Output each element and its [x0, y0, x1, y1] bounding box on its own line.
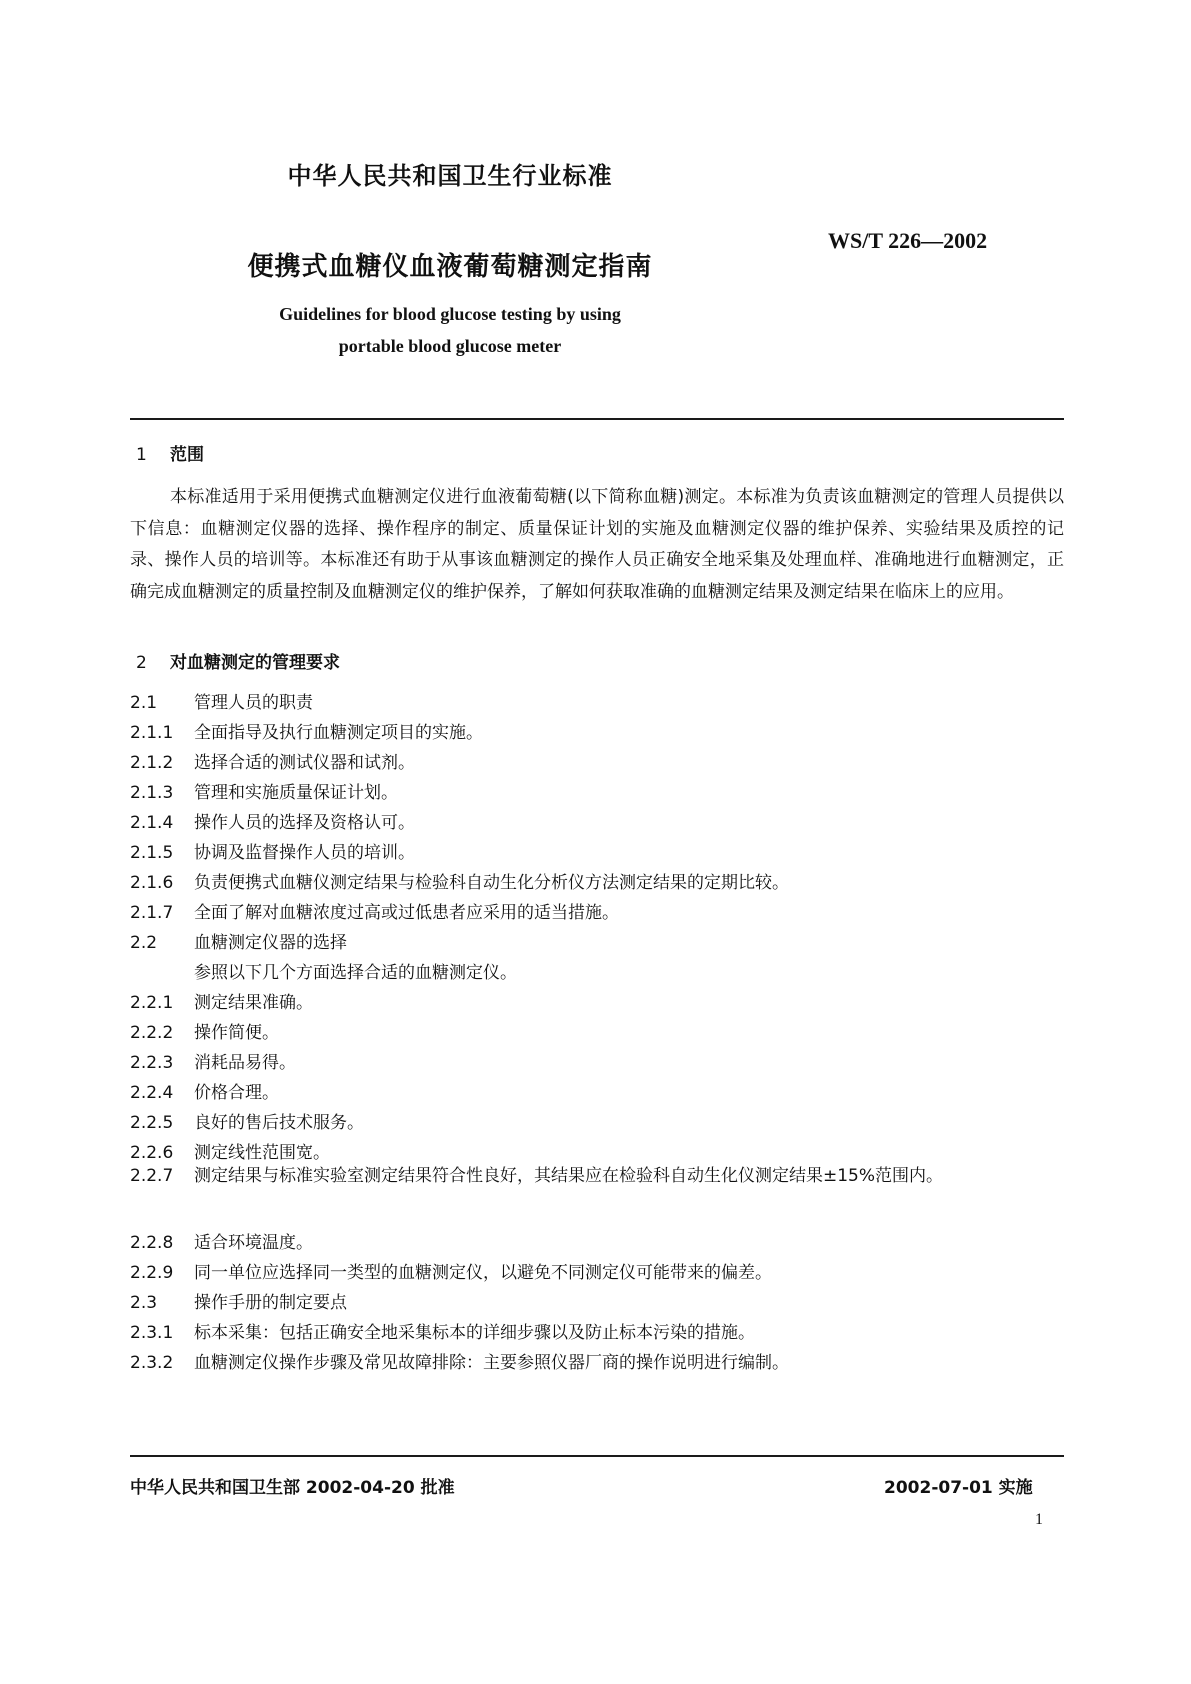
item-text: 标本采集：包括正确安全地采集标本的详细步骤以及防止标本污染的措施。: [194, 1323, 755, 1343]
section-number: 2: [136, 653, 147, 673]
item-number: 2.2.1: [130, 993, 174, 1013]
list-item: [130, 1228, 1064, 1253]
list-item: [130, 688, 1064, 713]
effective-date: 2002-07-01 实施: [884, 1478, 1033, 1498]
item-number: 2.2.7: [130, 1166, 174, 1186]
item-number: 2.1.7: [130, 903, 174, 923]
list-item: [130, 1108, 1064, 1133]
list-item: [130, 928, 1064, 953]
item-number: 2.3: [130, 1293, 158, 1313]
item-number: 2.2: [130, 933, 158, 953]
list-item: [130, 1348, 1064, 1373]
list-item: [130, 838, 1064, 863]
item-text: 操作简便。: [194, 1023, 279, 1043]
list-item: [130, 778, 1064, 803]
item-number: 2.2.6: [130, 1143, 174, 1163]
item-number: 2.1.5: [130, 843, 174, 863]
item-text: 管理和实施质量保证计划。: [194, 783, 398, 803]
list-item: [130, 868, 1064, 893]
section-title: 范围: [170, 445, 204, 465]
item-text: 测定结果与标准实验室测定结果符合性良好，其结果应在检验科自动生化仪测定结果±15%范围内。: [194, 1166, 944, 1186]
list-item: [130, 808, 1064, 833]
item-number: 2.1.1: [130, 723, 174, 743]
item-text: 良好的售后技术服务。: [194, 1113, 364, 1133]
item-text: 负责便携式血糖仪测定结果与检验科自动生化分析仪方法测定结果的定期比较。: [194, 873, 789, 893]
page-number: 1: [1035, 1511, 1043, 1528]
document-title: 便携式血糖仪血液葡萄糖测定指南: [247, 252, 653, 282]
list-item: [130, 1078, 1064, 1103]
list-item: [130, 1288, 1064, 1313]
item-number: 2.2.9: [130, 1263, 174, 1283]
item-number: 2.1.2: [130, 753, 174, 773]
item-text: 测定线性范围宽。: [194, 1143, 330, 1163]
section-number: 1: [136, 445, 147, 465]
item-text: 操作手册的制定要点: [194, 1293, 347, 1313]
item-number: 2.1.6: [130, 873, 174, 893]
item-number: 2.3.2: [130, 1353, 174, 1373]
english-title-line-1: Guidelines for blood glucose testing by using: [279, 304, 621, 324]
item-number: 2.2.5: [130, 1113, 174, 1133]
section-1-paragraph: 本标准适用于采用便携式血糖测定仪进行血液葡萄糖(以下简称血糖)测定。本标准为负责该血糖测定的管理人员提供以下信息：血糖测定仪器的选择、操作程序的制定、质量保证计划的实施及血糖测定仪器的维护保养、实验结果及质控的记录、操作人员的培训等。本标准还有助于从事该血糖测定的操作人员正确安全地采集及处理血样、准确地进行血糖测定，正确完成血糖测定的质量控制及血糖测定仪的维护保养，了解如何获取准确的血糖测定结果及测定结果在临床上的应用。: [130, 487, 1064, 602]
english-title-line-2: portable blood glucose meter: [338, 336, 562, 356]
item-number: 2.1: [130, 693, 158, 713]
standard-code: WS/T 226—2002: [828, 228, 988, 253]
item-number: 2.3.1: [130, 1323, 174, 1343]
list-item: [130, 958, 1064, 983]
item-text: 血糖测定仪操作步骤及常见故障排除：主要参照仪器厂商的操作说明进行编制。: [194, 1353, 789, 1373]
list-item: [130, 1258, 1064, 1283]
list-item: [130, 748, 1064, 773]
list-item: [130, 898, 1064, 923]
list-item: [130, 718, 1064, 743]
item-text: 测定结果准确。: [194, 993, 313, 1013]
section-1-heading: [136, 440, 204, 465]
item-text: 协调及监督操作人员的培训。: [194, 843, 415, 863]
header-divider: [130, 418, 1064, 420]
list-item: [130, 1048, 1064, 1073]
section-title: 对血糖测定的管理要求: [170, 653, 340, 673]
standard-category-title: 中华人民共和国卫生行业标准: [287, 162, 613, 190]
list-item: [130, 1018, 1064, 1043]
item-text: 选择合适的测试仪器和试剂。: [194, 753, 415, 773]
item-number: 2.1.3: [130, 783, 174, 803]
item-text: 管理人员的职责: [194, 693, 313, 713]
approval-line: 中华人民共和国卫生部 2002-04-20 批准: [130, 1478, 455, 1498]
footer-divider: [130, 1455, 1064, 1457]
section-2-heading: [136, 648, 340, 673]
item-text: 参照以下几个方面选择合适的血糖测定仪。: [194, 963, 517, 983]
list-item: [130, 1318, 1064, 1343]
item-number: 2.2.8: [130, 1233, 174, 1253]
item-text: 价格合理。: [194, 1083, 279, 1103]
item-text: 操作人员的选择及资格认可。: [194, 813, 415, 833]
item-number: 2.2.3: [130, 1053, 174, 1073]
item-text: 同一单位应选择同一类型的血糖测定仪，以避免不同测定仪可能带来的偏差。: [194, 1263, 772, 1283]
item-text: 全面指导及执行血糖测定项目的实施。: [194, 723, 483, 743]
item-text: 血糖测定仪器的选择: [194, 933, 347, 953]
item-text: 适合环境温度。: [194, 1233, 313, 1253]
list-item: [130, 1160, 1064, 1192]
item-text: 消耗品易得。: [194, 1053, 296, 1073]
item-text: 全面了解对血糖浓度过高或过低患者应采用的适当措施。: [194, 903, 619, 923]
item-number: 2.2.2: [130, 1023, 174, 1043]
item-number: 2.1.4: [130, 813, 174, 833]
list-item: [130, 988, 1064, 1013]
item-number: 2.2.4: [130, 1083, 174, 1103]
